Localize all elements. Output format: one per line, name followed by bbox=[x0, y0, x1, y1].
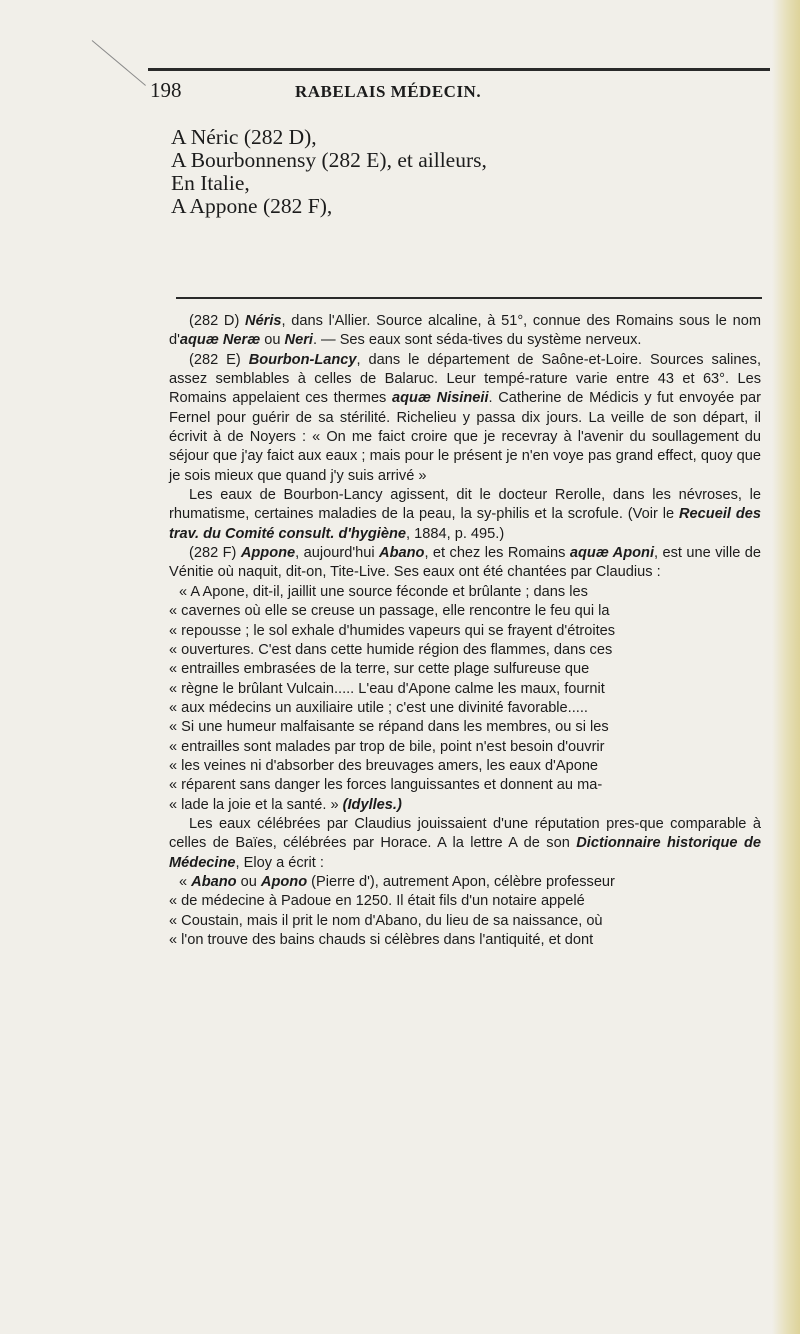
note-282d: (282 D) Néris, dans l'Allier. Source alcaline, à 51°, connue des Romains sous le nom d'aquæ Neræ ou Neri. — Ses eaux sont séda-tives du système nerveux. bbox=[169, 313, 762, 349]
verse-line: A Appone (282 F), bbox=[171, 194, 333, 218]
page-number: 198 bbox=[150, 78, 182, 102]
quote-line: « entrailles sont malades par trop de bile, point n'est besoin d'ouvrir bbox=[169, 738, 605, 755]
quote-line: « réparent sans danger les forces languissantes et donnent au ma- bbox=[169, 777, 603, 794]
note-claudius-paragraph: Les eaux célébrées par Claudius jouissaient d'une réputation pres-que comparable à celles de Baïes, célébrées par Horace. A la lettre A de son Dictionnaire historique de Médecine, Eloy a écrit : bbox=[169, 815, 761, 871]
page-edge-shadow bbox=[772, 0, 800, 1334]
reference-title: Recueil des trav. du Comité consult. d'hygiène bbox=[169, 506, 761, 542]
place-name: Bourbon-Lancy bbox=[248, 351, 357, 368]
quote-line: « repousse ; le sol exhale d'humides vapeurs qui se frayent d'étroites bbox=[169, 622, 616, 639]
running-head: RABELAIS MÉDECIN. bbox=[295, 82, 482, 101]
verse-line: En Italie, bbox=[171, 171, 250, 195]
quote-line: « règne le brûlant Vulcain..... L'eau d'Apone calme les maux, fournit bbox=[169, 680, 605, 697]
place-name: Appone bbox=[240, 545, 296, 562]
note-282e-continued: Les eaux de Bourbon-Lancy agissent, dit le docteur Rerolle, dans les névroses, le rhumatisme, certaines maladies de la peau, la sy-philis et la scrofule. (Voir le Recueil des trav. du Comité consult. d'hygiène, 1884, p. 495.) bbox=[169, 487, 761, 542]
quote-line: « Abano ou Apono (Pierre d'), autrement Apon, célèbre professeur bbox=[179, 873, 615, 890]
quote-line: « de médecine à Padoue en 1250. Il était fils d'un notaire appelé bbox=[169, 893, 585, 910]
page-corner-mark bbox=[92, 40, 146, 86]
page-header bbox=[150, 78, 770, 108]
verse-line: A Néric (282 D), bbox=[171, 125, 317, 149]
quote-line: « aux médecins un auxiliaire utile ; c'est une divinité favorable..... bbox=[169, 699, 588, 716]
quote-line: « cavernes où elle se creuse un passage, elle rencontre le feu qui la bbox=[169, 603, 610, 620]
footnotes bbox=[169, 312, 761, 950]
note-282f: (282 F) Appone, aujourd'hui Abano, et chez les Romains aquæ Aponi, est une ville de Vénitie où naquit, dit-on, Tite-Live. Ses eaux ont été chantées par Claudius : bbox=[169, 545, 761, 581]
reference-title: Dictionnaire historique de Médecine bbox=[169, 835, 761, 871]
quote-line: « ouvertures. C'est dans cette humide région des flammes, dans ces bbox=[169, 641, 613, 658]
quote-line: « Si une humeur malfaisante se répand dans les membres, ou si les bbox=[169, 719, 609, 736]
notes-separator-rule bbox=[176, 297, 762, 299]
verse-block bbox=[171, 126, 731, 218]
quote-source: (Idylles.) bbox=[342, 796, 402, 813]
quote-line: « lade la joie et la santé. » (Idylles.) bbox=[169, 796, 402, 813]
quote-line: « l'on trouve des bains chauds si célèbres dans l'antiquité, et dont bbox=[169, 932, 594, 948]
verse-line: A Bourbonnensy (282 E), et ailleurs, bbox=[171, 148, 487, 172]
quote-line: « les veines ni d'absorber des breuvages amers, les eaux d'Apone bbox=[169, 757, 599, 774]
place-name: Néris bbox=[245, 313, 282, 329]
note-282e: (282 E) Bourbon-Lancy, dans le département de Saône-et-Loire. Sources salines, assez semblables à celles de Balaruc. Leur tempé-rature varie entre 43 et 63°. Les Romains appelaient ces thermes aquæ Nisineii. Catherine de Médicis y fut envoyée par Fernel pour guérir de sa stérilité. Richelieu y passa dix jours. La veille de son départ, il écrivit à de Noyers : « On me faict croire que je recevray à l'avenir du soullagement du séjour que j'ay faict aux eaux ; mais pour le présent je n'en voye pas grand effect, quoy que je sois mieux que quand j'y suis arrivé » bbox=[169, 351, 761, 484]
header-rule bbox=[148, 68, 770, 71]
quote-line: « entrailles embrasées de la terre, sur cette plage sulfureuse que bbox=[169, 661, 590, 678]
quote-line: « Coustain, mais il prit le nom d'Abano, du lieu de sa naissance, où bbox=[169, 912, 603, 929]
quote-line: « A Apone, dit-il, jaillit une source féconde et brûlante ; dans les bbox=[179, 583, 588, 600]
